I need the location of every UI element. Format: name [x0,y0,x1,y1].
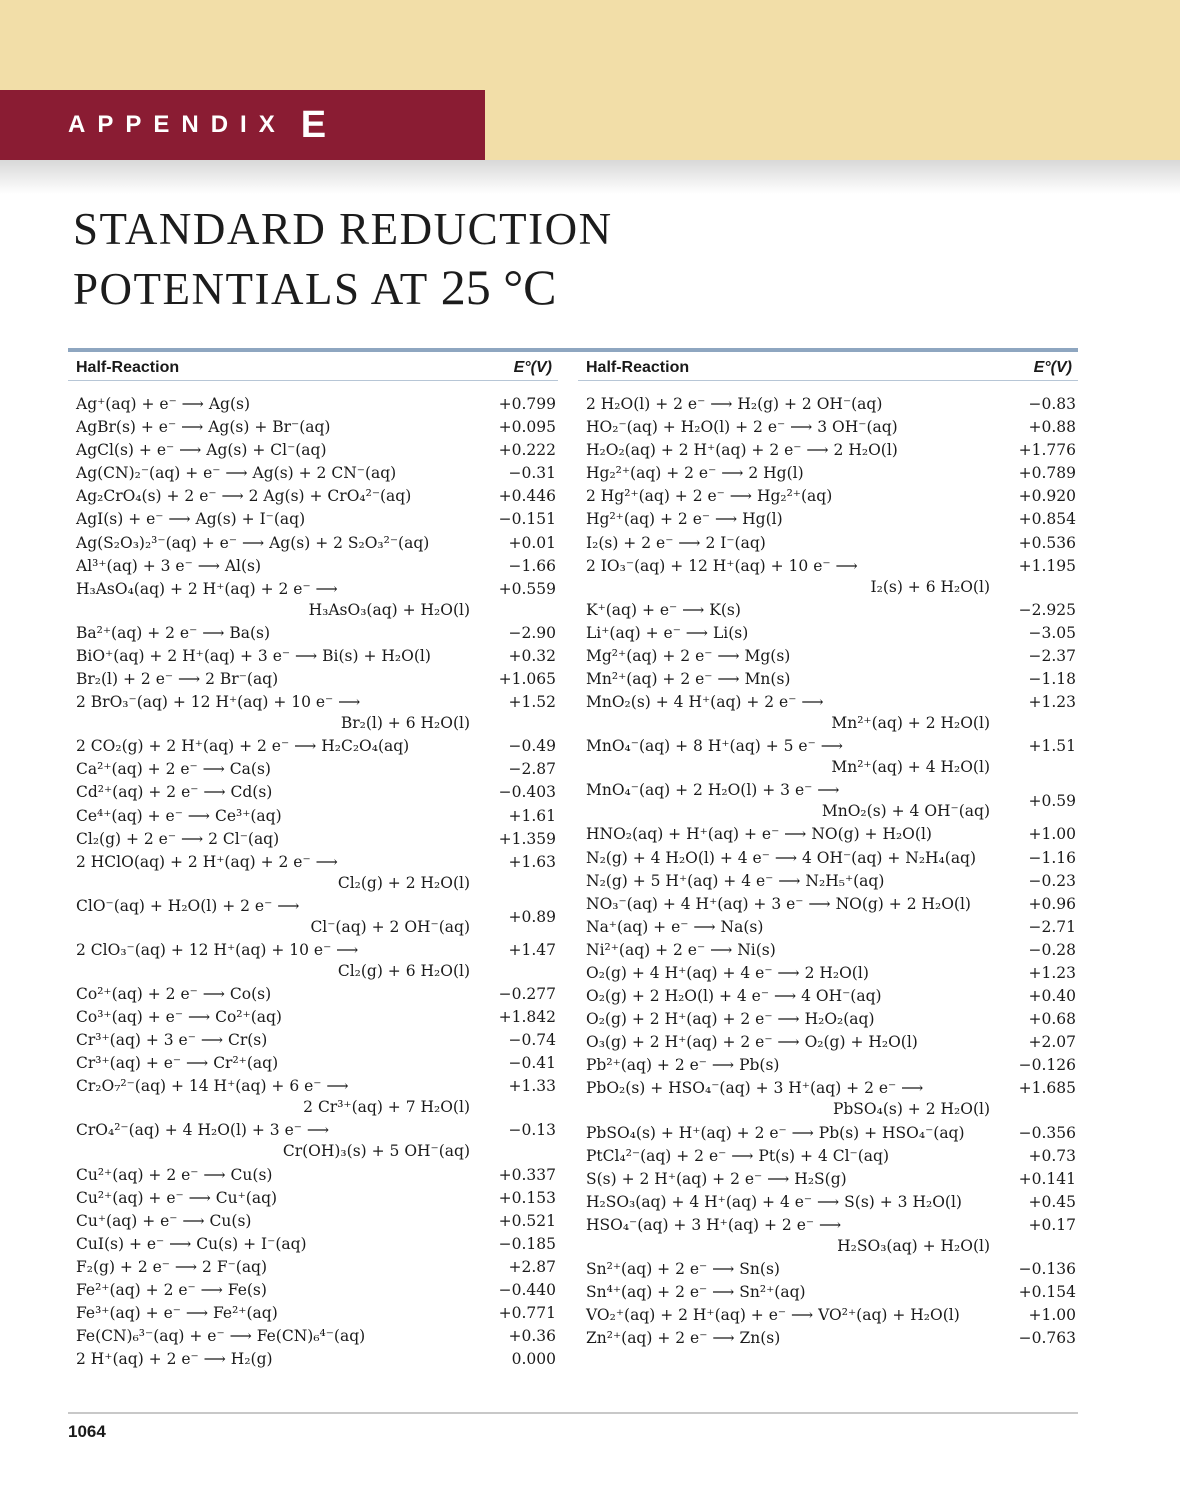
potential-value: +1.00 [1028,1306,1076,1325]
table-row [68,1120,558,1162]
half-reaction: HNO₂(aq) + H⁺(aq) + e⁻ ⟶ NO(g) + H₂O(l) [586,825,932,844]
table-row [68,759,558,780]
half-reaction: 2 BrO₃⁻(aq) + 12 H⁺(aq) + 10 e⁻ ⟶ [76,693,361,712]
appendix-tab [0,90,485,160]
potential-value: +1.842 [498,1008,556,1027]
table-row [578,509,1078,530]
table-row [578,692,1078,734]
potential-value: +0.536 [1018,533,1076,552]
table-row [578,600,1078,621]
half-reaction: Cr³⁺(aq) + e⁻ ⟶ Cr²⁺(aq) [76,1054,279,1073]
potential-value: +0.446 [498,487,556,506]
half-reaction: PbSO₄(s) + H⁺(aq) + 2 e⁻ ⟶ Pb(s) + HSO₄⁻(aq) [586,1123,965,1142]
table-row [68,1326,558,1347]
title-line-1: STANDARD REDUCTION [73,204,613,254]
potential-value: −1.18 [1028,670,1076,689]
half-reaction: Cu²⁺(aq) + 2 e⁻ ⟶ Cu(s) [76,1165,273,1184]
half-reaction: N₂(g) + 5 H⁺(aq) + 4 e⁻ ⟶ N₂H₅⁺(aq) [586,871,885,890]
potential-value: +0.559 [498,579,556,598]
half-reaction: Ce⁴⁺(aq) + e⁻ ⟶ Ce³⁺(aq) [76,806,282,825]
potential-value: +0.154 [1018,1283,1076,1302]
potential-value: −3.05 [1028,623,1076,642]
half-reaction: Sn⁴⁺(aq) + 2 e⁻ ⟶ Sn²⁺(aq) [586,1283,806,1302]
half-reaction: O₃(g) + 2 H⁺(aq) + 2 e⁻ ⟶ O₂(g) + H₂O(l) [586,1033,918,1052]
half-reaction: Mn²⁺(aq) + 2 e⁻ ⟶ Mn(s) [586,670,791,689]
half-reaction: I₂(s) + 2 e⁻ ⟶ 2 I⁻(aq) [586,533,766,552]
potential-value: −0.13 [508,1121,556,1140]
reduction-potential-table [68,348,1078,1414]
potential-value: +1.52 [508,693,556,712]
half-reaction: 2 HClO(aq) + 2 H⁺(aq) + 2 e⁻ ⟶ [76,852,338,871]
potential-value: +0.88 [1028,418,1076,437]
half-reaction: MnO₂(s) + 4 H⁺(aq) + 2 e⁻ ⟶ [586,693,824,712]
table-row [68,463,558,484]
table-row [68,829,558,850]
potential-value: +0.59 [1028,792,1076,811]
potential-value: +0.45 [1028,1192,1076,1211]
half-reaction: Na⁺(aq) + e⁻ ⟶ Na(s) [586,917,764,936]
half-reaction: NO₃⁻(aq) + 4 H⁺(aq) + 3 e⁻ ⟶ NO(g) + 2 H₂O(l) [586,894,971,913]
half-reaction: Co³⁺(aq) + e⁻ ⟶ Co²⁺(aq) [76,1008,282,1027]
table-row [578,1259,1078,1280]
half-reaction: CrO₄²⁻(aq) + 4 H₂O(l) + 3 e⁻ ⟶ [76,1121,330,1140]
table-row [578,394,1078,415]
half-reaction: Cu²⁺(aq) + e⁻ ⟶ Cu⁺(aq) [76,1188,278,1207]
potential-value: −0.403 [498,783,556,802]
half-reaction: CuI(s) + e⁻ ⟶ Cu(s) + I⁻(aq) [76,1234,307,1253]
half-reaction: H₂SO₃(aq) + 4 H⁺(aq) + 4 e⁻ ⟶ S(s) + 3 H₂O(l) [586,1192,962,1211]
table-row [578,780,1078,822]
right-column [578,352,1078,1412]
half-reaction-products: PbSO₄(s) + 2 H₂O(l) [832,1100,990,1119]
potential-value: −0.41 [508,1054,556,1073]
half-reaction-products: Mn²⁺(aq) + 2 H₂O(l) [831,714,990,733]
potential-value: −0.440 [498,1281,556,1299]
table-row [68,736,558,757]
potential-value: +2.87 [508,1257,556,1276]
half-reaction: PbO₂(s) + HSO₄⁻(aq) + 3 H⁺(aq) + 2 e⁻ ⟶ [586,1079,924,1098]
half-reaction: Cl₂(g) + 2 e⁻ ⟶ 2 Cl⁻(aq) [76,829,280,848]
table-row [68,1076,558,1118]
left-column [68,352,558,1412]
right-column-header [578,352,1078,381]
table-row [68,1211,558,1232]
potential-value: −0.763 [1018,1329,1076,1348]
table-row [68,1303,558,1324]
potential-value: +1.685 [1018,1079,1076,1098]
half-reaction: AgI(s) + e⁻ ⟶ Ag(s) + I⁻(aq) [76,510,306,529]
potential-value: +1.065 [498,670,556,689]
potential-value: +0.789 [1018,464,1076,483]
half-reaction: Fe³⁺(aq) + e⁻ ⟶ Fe²⁺(aq) [76,1304,278,1323]
half-reaction: 2 ClO₃⁻(aq) + 12 H⁺(aq) + 10 e⁻ ⟶ [76,940,359,959]
table-row [578,463,1078,484]
table-row [68,984,558,1005]
potential-value: −0.136 [1018,1260,1076,1278]
table-row [578,1328,1078,1349]
table-row [68,556,558,577]
table-row [578,894,1078,915]
half-reaction: H₃AsO₄(aq) + 2 H⁺(aq) + 2 e⁻ ⟶ [76,579,338,598]
header-half-reaction: Half-Reaction [586,359,690,376]
potential-value: +1.776 [1018,441,1076,460]
table-row [578,1215,1078,1257]
half-reaction: PtCl₄²⁻(aq) + 2 e⁻ ⟶ Pt(s) + 4 Cl⁻(aq) [586,1146,889,1165]
half-reaction: AgBr(s) + e⁻ ⟶ Ag(s) + Br⁻(aq) [76,418,331,437]
potential-value: −2.71 [1028,917,1076,936]
potential-value: +0.32 [508,646,556,665]
half-reaction: Sn²⁺(aq) + 2 e⁻ ⟶ Sn(s) [586,1260,780,1278]
table-row [578,736,1078,778]
half-reaction: Ca²⁺(aq) + 2 e⁻ ⟶ Ca(s) [76,760,271,779]
table-row [68,417,558,438]
potential-value: −0.83 [1028,395,1076,413]
table-row [578,848,1078,869]
table-row [68,623,558,644]
half-reaction: Ag⁺(aq) + e⁻ ⟶ Ag(s) [76,395,250,413]
potential-value: +1.00 [1028,825,1076,844]
half-reaction: 2 CO₂(g) + 2 H⁺(aq) + 2 e⁻ ⟶ H₂C₂O₄(aq) [76,737,410,756]
page-number: 1064 [68,1422,106,1441]
half-reaction: Cd²⁺(aq) + 2 e⁻ ⟶ Cd(s) [76,783,273,802]
table-row [68,692,558,734]
half-reaction: MnO₄⁻(aq) + 8 H⁺(aq) + 5 e⁻ ⟶ [586,737,843,756]
table-row [68,669,558,690]
potential-value: +0.36 [508,1327,556,1346]
potential-value: −0.28 [1028,940,1076,959]
potential-value: +0.799 [498,395,556,413]
table-row [68,533,558,554]
half-reaction: Cr₂O₇²⁻(aq) + 14 H⁺(aq) + 6 e⁻ ⟶ [76,1077,349,1096]
half-reaction: BiO⁺(aq) + 2 H⁺(aq) + 3 e⁻ ⟶ Bi(s) + H₂O(l) [76,646,431,665]
table-row [68,440,558,461]
half-reaction: O₂(g) + 4 H⁺(aq) + 4 e⁻ ⟶ 2 H₂O(l) [586,963,869,982]
potential-value: +0.337 [498,1165,556,1184]
potential-value: −0.126 [1018,1056,1076,1075]
table-row [68,1349,558,1370]
half-reaction: Fe(CN)₆³⁻(aq) + e⁻ ⟶ Fe(CN)₆⁴⁻(aq) [76,1327,366,1346]
half-reaction: F₂(g) + 2 e⁻ ⟶ 2 F⁻(aq) [76,1257,268,1276]
potential-value: −0.277 [498,984,556,1003]
potential-value: +0.17 [1028,1215,1076,1234]
table-row [578,623,1078,644]
potential-value: +1.63 [508,852,556,871]
half-reaction: ClO⁻(aq) + H₂O(l) + 2 e⁻ ⟶ [76,896,300,915]
potential-value: +2.07 [1028,1033,1076,1052]
table-row [578,1169,1078,1190]
potential-value: −0.49 [508,737,556,756]
half-reaction: Hg₂²⁺(aq) + 2 e⁻ ⟶ 2 Hg(l) [586,464,804,483]
potential-value: +0.141 [1018,1169,1076,1188]
table-row [68,1188,558,1209]
table-row [578,1146,1078,1167]
title-temperature: 25 °C [440,259,557,315]
table-row [68,1030,558,1051]
potential-value: +0.854 [1018,510,1076,529]
table-row [68,509,558,530]
table-row [578,940,1078,961]
half-reaction: HSO₄⁻(aq) + 3 H⁺(aq) + 2 e⁻ ⟶ [586,1215,842,1234]
appendix-word: APPENDIX [68,111,287,138]
half-reaction-products: 2 Cr³⁺(aq) + 7 H₂O(l) [303,1098,470,1117]
potential-value: +1.33 [508,1077,556,1096]
half-reaction: Ba²⁺(aq) + 2 e⁻ ⟶ Ba(s) [76,623,271,642]
table-row [578,1282,1078,1303]
potential-value: +0.095 [498,418,556,437]
half-reaction-products: H₃AsO₃(aq) + H₂O(l) [308,600,470,619]
half-reaction-products: H₂SO₃(aq) + H₂O(l) [837,1236,990,1255]
table-row [68,394,558,415]
table-row [578,824,1078,845]
potential-value: −0.23 [1028,871,1076,890]
half-reaction-products: Cl₂(g) + 6 H₂O(l) [337,961,470,980]
table-row [578,1055,1078,1076]
potential-value: +0.01 [508,533,556,552]
table-row [578,1032,1078,1053]
potential-value: +0.89 [508,907,556,926]
half-reaction: O₂(g) + 2 H₂O(l) + 4 e⁻ ⟶ 4 OH⁻(aq) [586,987,882,1006]
half-reaction: Ag₂CrO₄(s) + 2 e⁻ ⟶ 2 Ag(s) + CrO₄²⁻(aq) [76,487,412,506]
table-row [578,917,1078,938]
table-row [68,940,558,982]
appendix-letter: E [300,103,327,146]
table-row [68,1165,558,1186]
table-row [68,1007,558,1028]
table-row [68,806,558,827]
table-row [68,1280,558,1301]
table-row [578,669,1078,690]
half-reaction: H₂O₂(aq) + 2 H⁺(aq) + 2 e⁻ ⟶ 2 H₂O(l) [586,441,898,460]
header-half-reaction: Half-Reaction [76,359,180,376]
half-reaction: Ag(S₂O₃)₂³⁻(aq) + e⁻ ⟶ Ag(s) + 2 S₂O₃²⁻(aq) [76,533,430,552]
potential-value: +1.359 [498,829,556,848]
half-reaction: Fe²⁺(aq) + 2 e⁻ ⟶ Fe(s) [76,1281,267,1299]
table-row [578,963,1078,984]
half-reaction: N₂(g) + 4 H₂O(l) + 4 e⁻ ⟶ 4 OH⁻(aq) + N₂H₄(aq) [586,848,977,867]
potential-value: +1.61 [508,806,556,825]
potential-value: +0.40 [1028,987,1076,1006]
table-row [68,896,558,938]
table-row [578,486,1078,507]
half-reaction: K⁺(aq) + e⁻ ⟶ K(s) [586,600,741,619]
potential-value: +0.73 [1028,1146,1076,1165]
header-shadow [0,160,1180,194]
potential-value: +0.222 [498,441,556,460]
table-row [578,986,1078,1007]
half-reaction-products: Cl₂(g) + 2 H₂O(l) [337,873,470,892]
half-reaction-products: Cr(OH)₃(s) + 5 OH⁻(aq) [282,1142,470,1161]
potential-value: −0.31 [508,464,556,483]
header-potential: E°(V) [1033,359,1072,376]
table-row [68,1257,558,1278]
table-row [68,1053,558,1074]
potential-value: −2.90 [508,623,556,642]
half-reaction-products: MnO₂(s) + 4 OH⁻(aq) [821,802,990,821]
half-reaction-products: Cl⁻(aq) + 2 OH⁻(aq) [310,917,470,936]
half-reaction: Hg²⁺(aq) + 2 e⁻ ⟶ Hg(l) [586,510,783,529]
potential-value: +0.521 [498,1211,556,1230]
half-reaction: Zn²⁺(aq) + 2 e⁻ ⟶ Zn(s) [586,1329,781,1348]
half-reaction: Li⁺(aq) + e⁻ ⟶ Li(s) [586,623,749,642]
half-reaction: Ni²⁺(aq) + 2 e⁻ ⟶ Ni(s) [586,940,776,959]
potential-value: +0.68 [1028,1010,1076,1029]
half-reaction-products: Br₂(l) + 6 H₂O(l) [340,714,470,733]
half-reaction: HO₂⁻(aq) + H₂O(l) + 2 e⁻ ⟶ 3 OH⁻(aq) [586,418,898,437]
table-row [578,646,1078,667]
table-row [578,1305,1078,1326]
half-reaction: Pb²⁺(aq) + 2 e⁻ ⟶ Pb(s) [586,1056,780,1075]
table-row [578,1078,1078,1120]
potential-value: +1.195 [1018,556,1076,575]
half-reaction: Co²⁺(aq) + 2 e⁻ ⟶ Co(s) [76,984,272,1003]
page-title [73,200,613,318]
table-row [68,852,558,894]
table-row [68,646,558,667]
potential-value: +0.153 [498,1188,556,1207]
table-row [68,486,558,507]
potential-value: −2.87 [508,760,556,779]
potential-value: +1.23 [1028,693,1076,712]
table-row [68,1234,558,1255]
potential-value: −1.16 [1028,848,1076,867]
table-row [578,556,1078,598]
table-row [578,1009,1078,1030]
left-rows [68,394,558,1372]
half-reaction: 2 Hg²⁺(aq) + 2 e⁻ ⟶ Hg₂²⁺(aq) [586,487,833,506]
table-row [578,440,1078,461]
header-potential: E°(V) [513,359,552,376]
half-reaction: Al³⁺(aq) + 3 e⁻ ⟶ Al(s) [76,556,262,575]
half-reaction: Br₂(l) + 2 e⁻ ⟶ 2 Br⁻(aq) [76,670,279,689]
half-reaction: O₂(g) + 2 H⁺(aq) + 2 e⁻ ⟶ H₂O₂(aq) [586,1010,875,1029]
table-row [68,782,558,803]
half-reaction-products: I₂(s) + 6 H₂O(l) [870,577,990,596]
title-line-2-text: POTENTIALS AT [73,264,428,314]
potential-value: +0.920 [1018,487,1076,506]
table-row [578,533,1078,554]
half-reaction: 2 H⁺(aq) + 2 e⁻ ⟶ H₂(g) [76,1350,273,1369]
half-reaction: Cr³⁺(aq) + 3 e⁻ ⟶ Cr(s) [76,1031,268,1050]
potential-value: −2.925 [1018,600,1076,619]
potential-value: −0.151 [498,510,556,529]
half-reaction: VO₂⁺(aq) + 2 H⁺(aq) + e⁻ ⟶ VO²⁺(aq) + H₂O(l) [586,1306,960,1325]
half-reaction: Mg²⁺(aq) + 2 e⁻ ⟶ Mg(s) [586,646,791,665]
table-row [578,1123,1078,1144]
title-line-2 [73,258,613,318]
potential-value: −0.356 [1018,1123,1076,1142]
table-row [68,579,558,621]
potential-value: −1.66 [508,556,556,575]
potential-value: +1.51 [1028,737,1076,756]
half-reaction: Ag(CN)₂⁻(aq) + e⁻ ⟶ Ag(s) + 2 CN⁻(aq) [76,464,397,483]
table-row [578,871,1078,892]
potential-value: 0.000 [511,1350,556,1369]
half-reaction: AgCl(s) + e⁻ ⟶ Ag(s) + Cl⁻(aq) [76,441,327,460]
half-reaction: MnO₄⁻(aq) + 2 H₂O(l) + 3 e⁻ ⟶ [586,781,840,800]
table-row [578,417,1078,438]
half-reaction: 2 IO₃⁻(aq) + 12 H⁺(aq) + 10 e⁻ ⟶ [586,556,858,575]
potential-value: +1.47 [508,940,556,959]
potential-value: −0.74 [508,1031,556,1050]
half-reaction: Cu⁺(aq) + e⁻ ⟶ Cu(s) [76,1211,252,1230]
left-column-header [68,352,558,381]
half-reaction-products: Mn²⁺(aq) + 4 H₂O(l) [831,758,990,777]
half-reaction: S(s) + 2 H⁺(aq) + 2 e⁻ ⟶ H₂S(g) [586,1169,847,1188]
potential-value: +0.96 [1028,894,1076,913]
potential-value: +1.23 [1028,963,1076,982]
right-rows [578,394,1078,1351]
potential-value: −2.37 [1028,646,1076,665]
table-row [578,1192,1078,1213]
potential-value: +0.771 [498,1304,556,1323]
potential-value: −0.185 [498,1234,556,1253]
half-reaction: 2 H₂O(l) + 2 e⁻ ⟶ H₂(g) + 2 OH⁻(aq) [586,395,883,413]
